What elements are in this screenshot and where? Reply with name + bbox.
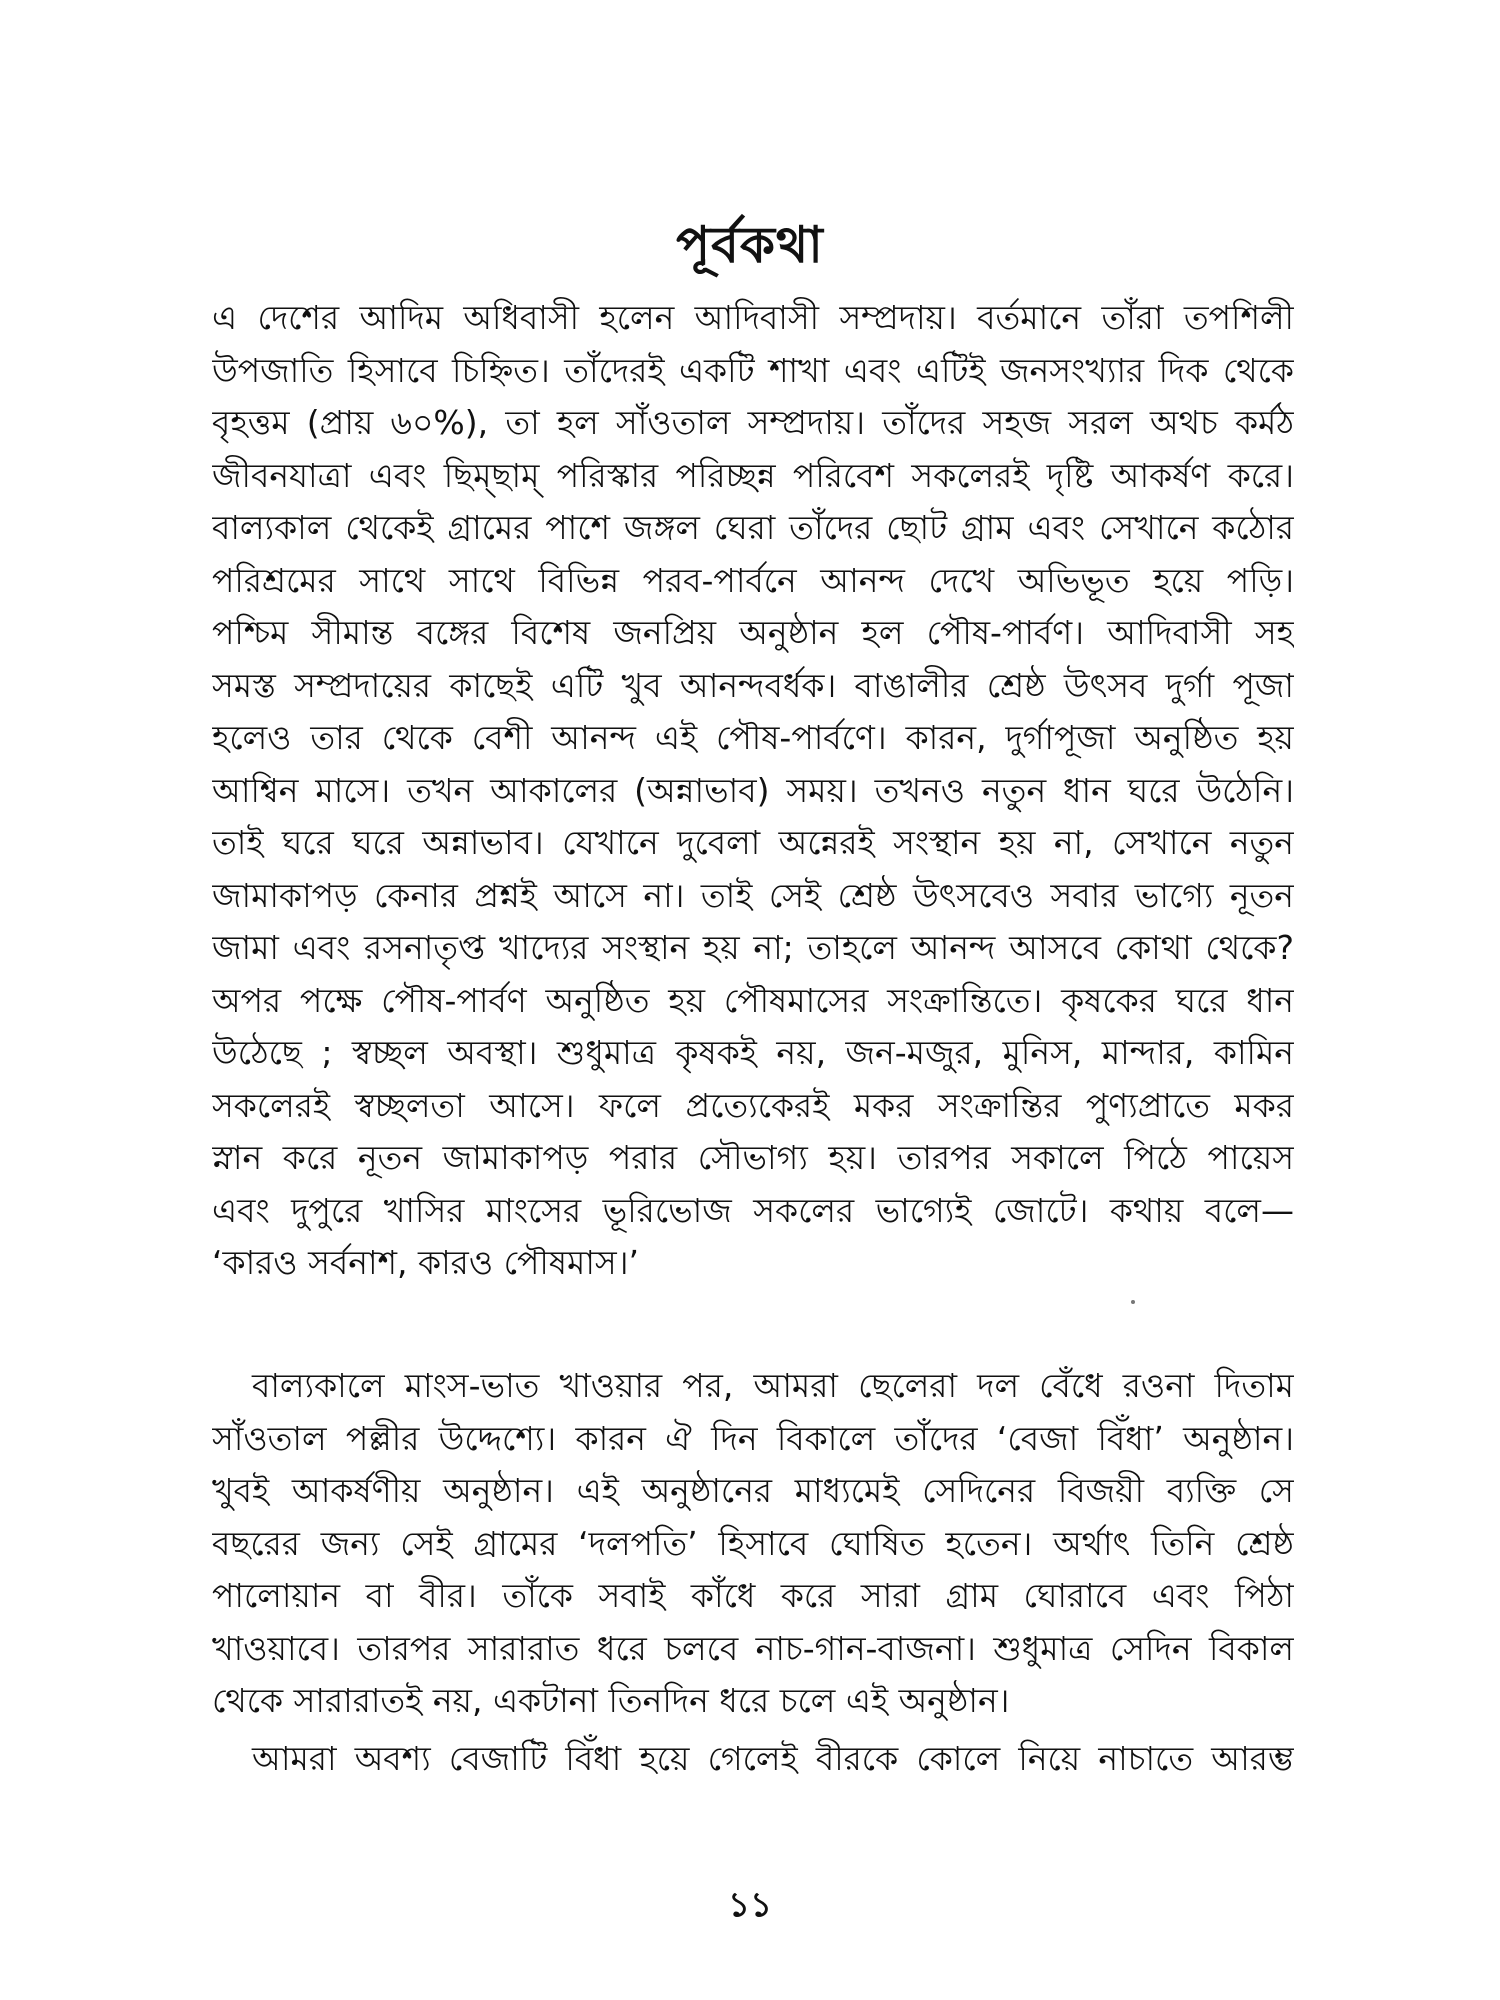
text-line: আমরা অবশ্য বেজাটি বিঁধা হয়ে গেলেই বীরকে কোলে নিয়ে নাচাতে আরম্ভ	[252, 1739, 1294, 1778]
text-line: পশ্চিম সীমান্ত বঙ্গের বিশেষ জনপ্রিয় অনুষ্ঠান হল পৌষ-পার্বণ। আদিবাসী সহ	[212, 613, 1294, 652]
text-line: উঠেছে ; স্বচ্ছল অবস্থা। শুধুমাত্র কৃষকই নয়, জন-মজুর, মুনিস, মান্দার, কামিন	[212, 1033, 1294, 1072]
text-line: আশ্বিন মাসে। তখন আকালের (অন্নাভাব) সময়। তখনও নতুন ধান ঘরে উঠেনি।	[212, 770, 1294, 810]
paragraph-2	[212, 1360, 1294, 1728]
text-line: পালোয়ান বা বীর। তাঁকে সবাই কাঁধে করে সারা গ্রাম ঘোরাবে এবং পিঠা	[212, 1576, 1294, 1615]
text-line: সমস্ত সম্প্রদায়ের কাছেই এটি খুব আনন্দবর্ধক। বাঙালীর শ্রেষ্ঠ উৎসব দুর্গা পূজা	[212, 665, 1294, 705]
text-line: খুবই আকর্ষণীয় অনুষ্ঠান। এই অনুষ্ঠানের মাধ্যমেই সেদিনের বিজয়ী ব্যক্তি সে	[212, 1471, 1294, 1510]
text-line: সাঁওতাল পল্লীর উদ্দেশ্যে। কারন ঐ দিন বিকালে তাঁদের ‘বেজা বিঁধা’ অনুষ্ঠান।	[212, 1418, 1294, 1458]
text-line: সকলেরই স্বচ্ছলতা আসে। ফলে প্রত্যেকেরই মকর সংক্রান্তির পুণ্যপ্রাতে মকর	[212, 1085, 1294, 1125]
text-line: বছরের জন্য সেই গ্রামের ‘দলপতি’ হিসাবে ঘোষিত হতেন। অর্থাৎ তিনি শ্রেষ্ঠ	[212, 1523, 1294, 1563]
text-line: বাল্যকালে মাংস-ভাত খাওয়ার পর, আমরা ছেলেরা দল বেঁধে রওনা দিতাম	[252, 1366, 1294, 1405]
text-line: জীবনযাত্রা এবং ছিম্‌ছাম্‌ পরিস্কার পরিচ্ছন্ন পরিবেশ সকলেরই দৃষ্টি আকর্ষণ করে।	[212, 455, 1294, 495]
text-line: বাল্যকাল থেকেই গ্রামের পাশে জঙ্গল ঘেরা তাঁদের ছোট গ্রাম এবং সেখানে কঠোর	[212, 508, 1294, 547]
text-line: পরিশ্রমের সাথে সাথে বিভিন্ন পরব-পার্বনে আনন্দ দেখে অভিভূত হয়ে পড়ি।	[212, 560, 1294, 600]
text-line: জামা এবং রসনাতৃপ্ত খাদ্যের সংস্থান হয় না; তাহলে আনন্দ আসবে কোথা থেকে?	[212, 928, 1294, 967]
text-line: খাওয়াবে। তারপর সারারাত ধরে চলবে নাচ-গান-বাজনা। শুধুমাত্র সেদিন বিকাল	[212, 1628, 1294, 1668]
text-line: উপজাতি হিসাবে চিহ্নিত। তাঁদেরই একটি শাখা এবং এটিই জনসংখ্যার দিক থেকে	[212, 350, 1294, 390]
print-speck	[1131, 1300, 1135, 1304]
text-line: বৃহত্তম (প্রায় ৬০%), তা হল সাঁওতাল সম্প্রদায়। তাঁদের সহজ সরল অথচ কর্মঠ	[212, 403, 1294, 442]
text-line: জামাকাপড় কেনার প্রশ্নই আসে না। তাই সেই শ্রেষ্ঠ উৎসবেও সবার ভাগ্যে নূতন	[212, 875, 1294, 915]
text-line: থেকে সারারাতই নয়, একটানা তিনদিন ধরে চলে এই অনুষ্ঠান।	[212, 1681, 1010, 1720]
paragraph-3	[212, 1733, 1294, 1786]
text-line: হলেও তার থেকে বেশী আনন্দ এই পৌষ-পার্বণে। কারন, দুর্গাপূজা অনুষ্ঠিত হয়	[212, 718, 1294, 757]
text-line: এ দেশের আদিম অধিবাসী হলেন আদিবাসী সম্প্রদায়। বর্তমানে তাঁরা তপশিলী	[212, 298, 1294, 337]
page-number: ১১	[727, 1885, 773, 1925]
text-line: অপর পক্ষে পৌষ-পার্বণ অনুষ্ঠিত হয় পৌষমাসের সংক্রান্তিতে। কৃষকের ঘরে ধান	[212, 980, 1294, 1020]
chapter-title: পূর্বকথা	[676, 216, 824, 274]
text-line: এবং দুপুরে খাসির মাংসের ভূরিভোজ সকলের ভাগ্যেই জোটে। কথায় বলে—	[212, 1190, 1294, 1230]
text-line: স্নান করে নূতন জামাকাপড় পরার সৌভাগ্য হয়। তারপর সকালে পিঠে পায়েস	[212, 1138, 1294, 1177]
paragraph-1	[212, 292, 1294, 1290]
text-line: ‘কারও সর্বনাশ, কারও পৌষমাস।’	[212, 1243, 640, 1282]
text-line: তাই ঘরে ঘরে অন্নাভাব। যেখানে দুবেলা অন্নেরই সংস্থান হয় না, সেখানে নতুন	[212, 823, 1294, 862]
